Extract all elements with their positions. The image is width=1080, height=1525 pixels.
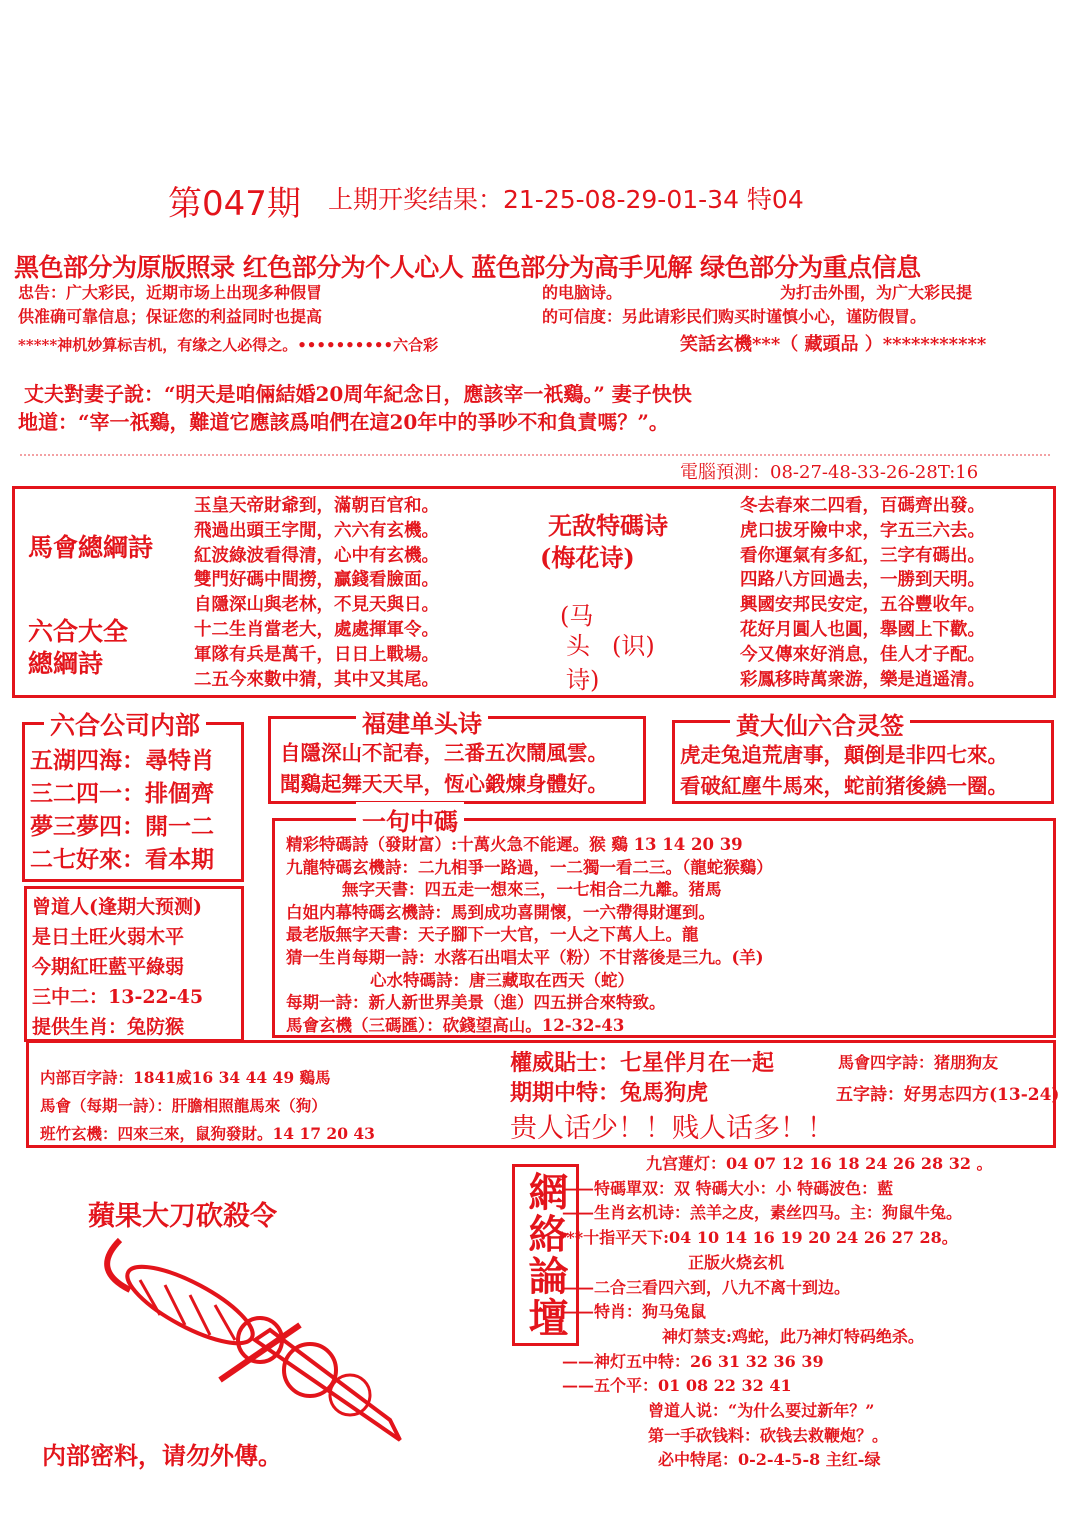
forum-line: 曾道人说：“为什么要过新年？” [648,1401,875,1421]
forum-vertical-title: 網絡論壇 [512,1164,579,1346]
poem-right-line: 花好月圓人也圓，舉國上下歡。 [740,619,985,640]
poem-left-line: 軍隊有兵是萬千，日日上戰場。 [194,644,439,665]
company-line: 夢三夢四：開一二 [30,813,214,840]
poem-right-line: 虎口拔牙險中求，字五三六去。 [740,520,985,541]
poem-right-line: 彩鳳移時萬衆游，樂是逍遥清。 [740,669,985,690]
forum-line: 正版火烧玄机 [688,1252,785,1272]
forum-line: ——特碼單双：双 特碼大小：小 特碼波色：藍 [562,1178,894,1198]
issue-number: 第047期 [168,184,301,224]
yiju-list [286,834,773,1037]
poem-left-line: 玉皇天帝財爺到，滿朝百官和。 [194,496,439,516]
daoren-line: 是日土旺火弱木平 [32,926,185,948]
five-char-poem: 五字詩：好男志四方(13-24) [836,1085,1060,1105]
notice-line1-left: 忠告：广大彩民，近期市场上出现多种假冒 [18,283,323,302]
divider-strip [20,454,1050,456]
mid-poem-subtitle: (梅花诗) [540,543,635,572]
poem-title-mahui: 馬會總綱詩 [28,533,154,562]
poem-right-line: 今又傳來好消息，佳人才子配。 [740,644,985,665]
huangdaxian-list [680,740,1008,802]
fujian-line: 聞鷄起舞天天早，恆心鍛煉身體好。 [280,772,608,796]
forum-line: ——生肖玄机诗：羔羊之皮，素丝四马。主：狗鼠牛兔。 [562,1203,963,1223]
horse-four-char: 馬會四字詩：猪朋狗友 [838,1053,999,1072]
forum-line: ——二合三看四六到，八九不离十到边。 [562,1277,851,1297]
poem-left-list [194,494,439,692]
company-line: 三二四一：排個齊 [30,780,214,807]
poem-left-line: 紅波綠波看得清，心中有玄機。 [194,545,439,566]
knife-illustration [70,1230,430,1450]
notice-line2-right: 的可信度：另此请彩民们购买时谨慎小心，谨防假冒。 [542,307,927,326]
mid-poem-note: (识) [612,632,655,660]
last-result: 上期开奖结果：21-25-08-29-01-34 特04 [328,185,804,214]
knife-footer: 内部密料，请勿外傳。 [42,1441,282,1470]
yiju-line: 心水特碼詩：唐三藏取在西天（蛇） [370,970,634,990]
poem-title-zonggang: 總綱詩 [28,649,104,678]
poem-title-liuhe: 六合大全 [28,617,129,646]
slogan: 贵人话少！！贱人话多！！ [510,1113,834,1144]
banner-right: 笑話玄機***（ 藏頭品 ）*********** [680,334,987,355]
company-line: 二七好來：看本期 [30,846,214,873]
forum-line: 神灯禁支:鸡蛇，此乃神灯特码绝杀。 [662,1326,924,1346]
yiju-line: 無字天書：四五走一想來三，一七相合二九離。猪馬 [342,880,722,900]
bottom-left-line: 班竹玄機：四來三來，鼠狗發財。14 17 20 43 [40,1124,375,1143]
notice-line1-mid: 的电脑诗。 [542,283,623,302]
daoren-list [32,892,203,1042]
computer-prediction: 電腦預測：08-27-48-33-26-28T:16 [680,462,979,483]
mid-poem-horse: (马 [560,602,594,630]
yiju-line: 猜一生肖每期一詩：水落石出唱太平（粉）不甘落後是三九。(羊) [286,947,764,967]
forum-line: ***十指平天下:04 10 14 16 19 20 24 26 27 28。 [558,1228,958,1248]
mid-poem-title: 无敌特碼诗 [548,511,668,540]
forum-line: 九宫蓮灯：04 07 12 16 18 24 26 28 32 。 [646,1154,993,1173]
daoren-line: 三中二：13-22-45 [32,986,204,1008]
company-list [30,744,214,876]
poem-left-line: 自隱深山與老林，不見天與日。 [194,595,439,616]
huangdaxian-title: 黄大仙六合灵签 [730,706,910,741]
forum-list [558,1152,993,1473]
fujian-line: 自隱深山不記春，三番五次鬧風雲。 [280,741,608,765]
knife-title: 蘋果大刀砍殺令 [88,1201,277,1232]
bottom-left-line: 内部百字詩：1841威16 34 44 49 鷄馬 [40,1068,331,1087]
poem-right-line: 看你運氣有多紅，三字有碼出。 [740,545,985,566]
color-legend: 黑色部分为原版照录 红色部分为个人心人 蓝色部分为高手见解 绿色部分为重点信息 [14,253,921,282]
banner-left: *****神机妙算标吉机，有缘之人必得之。••••••••••六合彩 [18,336,439,354]
fujian-title: 福建单头诗 [356,704,488,739]
huangdaxian-line: 看破紅塵牛馬來，蛇前猪後繞一圈。 [680,774,1008,798]
forum-line: ——五个平：01 08 22 32 41 [562,1376,792,1396]
bottom-left-list [40,1064,375,1148]
daoren-line: 曾道人(逢期大预测) [32,896,202,918]
poem-right-line: 四路八方回過去，一勝到天明。 [740,570,985,591]
poem-right-line: 興國安邦民安定，五谷豐收年。 [740,595,985,616]
forum-line: 必中特尾：0-2-4-5-8 主红-绿 [658,1450,881,1470]
yiju-line: 最老版無字天書：天子腳下一大官，一人之下萬人上。龍 [286,925,699,945]
authority-tip: 權威貼士：七星伴月在一起 [510,1050,775,1076]
poem-left-line: 二五今來數中猜，其中又其尾。 [194,669,439,690]
notice-line2-left: 供准确可靠信息；保证您的利益同时也提高 [18,307,323,326]
fujian-list [280,738,608,800]
huangdaxian-line: 虎走兔追荒唐事，顛倒是非四七來。 [680,743,1008,767]
poem-right-line: 冬去春來二四看，百碼齊出發。 [740,496,985,516]
joke-line2: 地道：“宰一祇鷄，難道它應該爲咱們在這20年中的爭吵不和負責嗎？”。 [18,410,669,434]
mid-poem-poem: 诗) [566,666,600,694]
forum-line: 第一手砍钱料：砍钱去救鞭炮？。 [648,1425,889,1445]
yiju-line: 每期一詩：新人新世界美景（進）四五拼合來特致。 [286,993,666,1013]
company-line: 五湖四海：尋特肖 [30,747,214,774]
poem-left-line: 雙門好碼中間撈，贏錢看臉面。 [194,570,439,591]
forum-line: ——神灯五中特：26 31 32 36 39 [562,1351,824,1371]
joke-line1: 丈夫對妻子說：“明天是咱倆結婚20周年紀念日，應該宰一祇鷄。” 妻子快快 [24,382,692,406]
poem-left-line: 飛過出頭王字閒，六六有玄機。 [194,520,439,541]
bottom-left-line: 馬會（每期一詩）：肝膽相照龍馬來（狗） [40,1096,327,1115]
yiju-line: 九龍特碼玄機詩：二九相爭一路過，一二獨一看二三。（龍蛇猴鷄） [286,857,773,877]
daoren-line: 今期紅旺藍平綠弱 [32,956,185,978]
yiju-line: 馬會玄機（三碼匯）：砍錢望高山。12-32-43 [286,1015,625,1035]
yiju-line: 白姐内幕特碼玄機詩：馬到成功喜開懷，一六帶得財運到。 [286,902,715,922]
every-period: 期期中特：兔馬狗虎 [510,1080,709,1106]
yiju-line: 精彩特碼詩（發財富）:十萬火急不能遲。猴 鷄 13 14 20 39 [286,835,743,854]
yiju-title: 一句中碼 [356,802,464,837]
company-title: 六合公司内部 [44,706,206,742]
notice-line1-right: 为打击外围，为广大彩民提 [780,283,973,302]
daoren-line: 提供生肖：兔防猴 [32,1016,185,1038]
poem-left-line: 十二生肖當老大，處處揮軍令。 [194,619,439,640]
poem-right-list [740,494,985,692]
forum-line: ——特肖：狗马兔鼠 [562,1302,707,1322]
mid-poem-head: 头 [566,632,590,660]
